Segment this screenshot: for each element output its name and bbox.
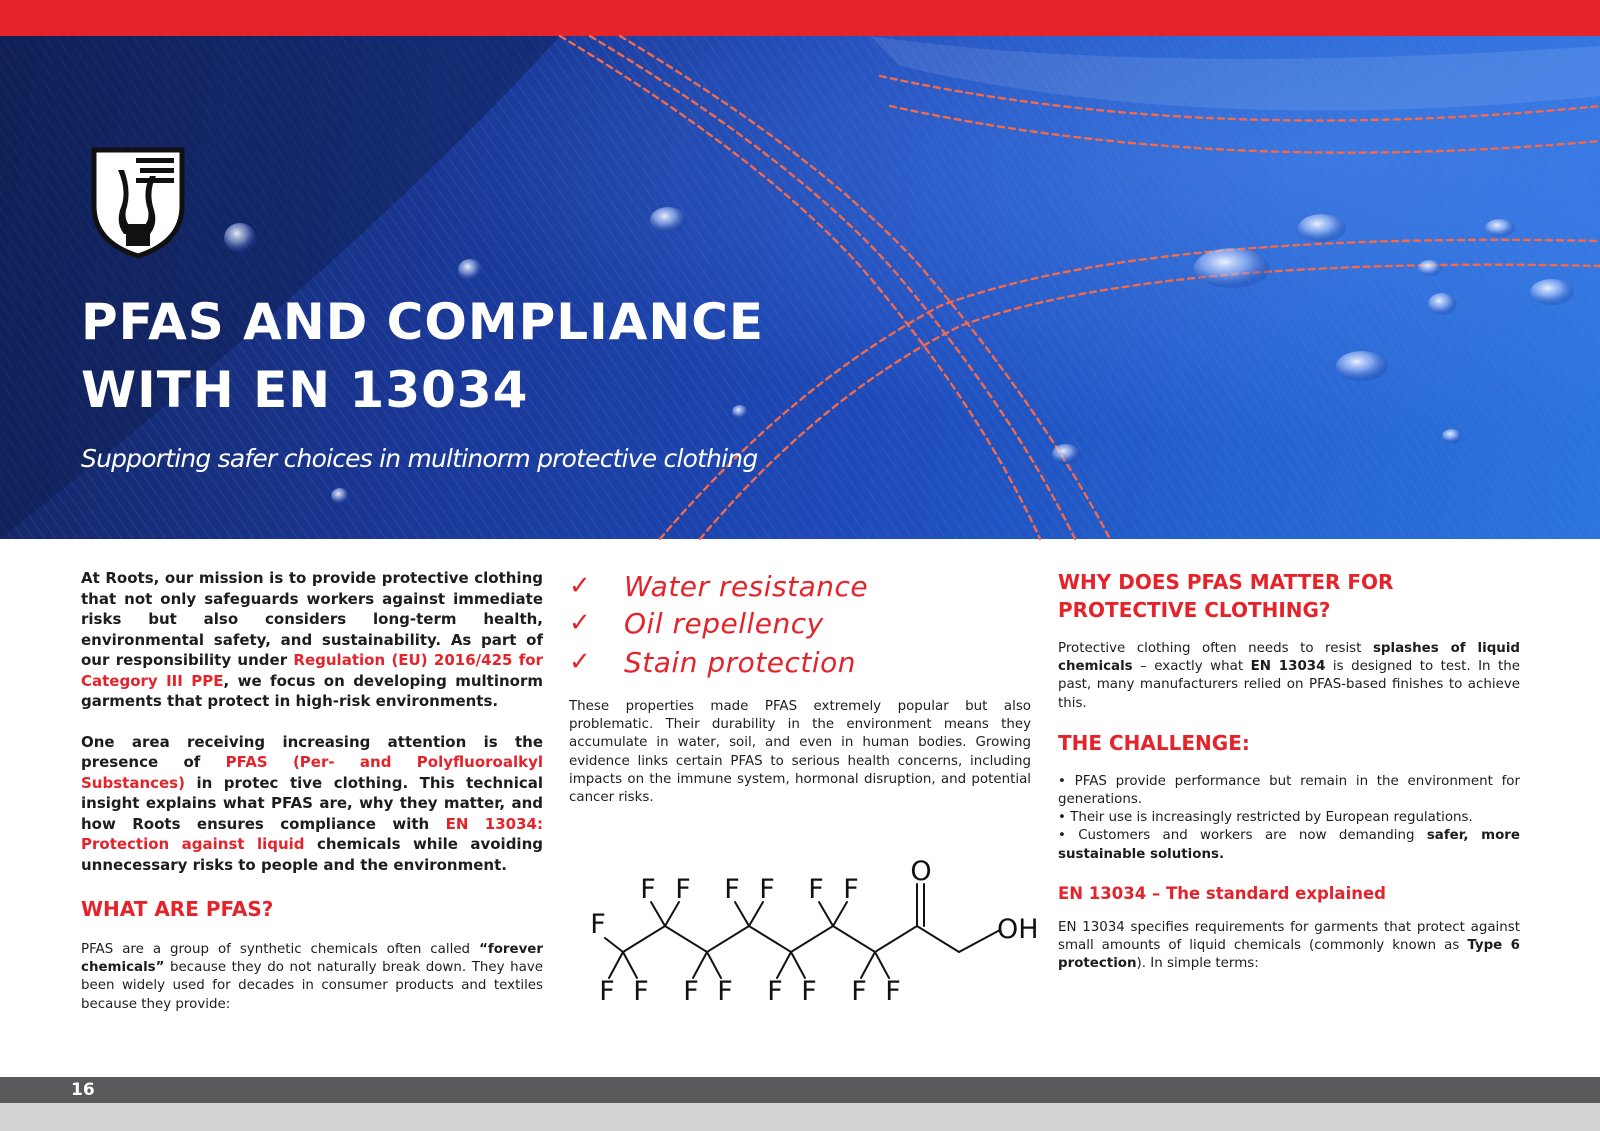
body-text: – exactly what <box>1132 659 1251 675</box>
intro-text: in protec tive clothing. This technical insight explains what PFAS are, why they matter, and how Roots ensures compliance with <box>81 773 543 833</box>
challenge-list <box>1058 773 1520 864</box>
atom-f: F <box>683 976 699 1007</box>
body-text: PFAS are a group of synthetic chemicals often called <box>81 942 480 957</box>
regulation-highlight: Regulation (EU) 2016/425 for Category III PPE <box>81 651 543 690</box>
pfas-problems-body: These properties made PFAS extremely popular but also problematic. Their durability in the environment means they accumulate in water, soil, and even in human bodies. Growing evidence links certain PFAS to serious health concerns, including impacts on the immune system, hormonal disruption, and potential cancer risks. <box>569 699 1031 806</box>
atom-f: F <box>851 976 867 1007</box>
body-text: • Customers and workers are now demanding <box>1058 828 1427 844</box>
body-text: EN 13034 specifies requirements for garments that protect against small amounts of liquid chemicals (commonly known as <box>1058 919 1520 954</box>
pfas-highlight: PFAS (Per- and Polyfluoroalkyl Substances) <box>81 753 543 792</box>
atom-o: O <box>910 856 932 887</box>
standard-highlight: EN 13034: Protection against liquid <box>81 814 543 853</box>
standard-explained-body <box>1058 919 1520 974</box>
property-label: Oil repellency <box>624 606 824 640</box>
atom-f: F <box>633 976 649 1007</box>
check-icon: ✓ <box>569 571 592 601</box>
body-text: is designed to test. In the past, many manufacturers relied on PFAS-based finishes to achieve this. <box>1058 659 1520 711</box>
footer-bar <box>0 1077 1600 1103</box>
atom-f: F <box>590 909 606 940</box>
atom-f: F <box>801 976 817 1007</box>
property-label: Water resistance <box>624 569 869 603</box>
page-title <box>81 288 881 424</box>
intro-text: One area receiving increasing attention is the presence of <box>81 732 543 771</box>
property-label: Stain protection <box>624 645 856 679</box>
page-subtitle: Supporting safer choices in multinorm protective clothing <box>81 444 758 473</box>
section-heading-standard-explained: EN 13034 – The standard explained <box>1058 883 1386 903</box>
hydroxyl-group: OH <box>997 914 1039 945</box>
check-icon: ✓ <box>569 647 592 677</box>
atom-f: F <box>717 976 733 1007</box>
list-item: • Their use is increasingly restricted by European regulations. <box>1058 810 1473 826</box>
list-item <box>569 642 1031 682</box>
atom-f: F <box>599 976 615 1007</box>
page-number: 16 <box>71 1080 95 1100</box>
safer-solutions-term: safer, more sustainable solutions. <box>1058 828 1520 862</box>
right-column <box>1058 568 1520 973</box>
standard-term: EN 13034 <box>1250 659 1326 675</box>
list-item: • PFAS provide performance but remain in the environment for generations. <box>1058 773 1520 808</box>
title-line-2: WITH EN 13034 <box>81 361 529 419</box>
pfoa-molecule-diagram <box>585 830 1039 1007</box>
list-item <box>569 604 1031 642</box>
atom-f: F <box>675 874 691 905</box>
atom-f: F <box>640 874 656 905</box>
intro-paragraph-2 <box>81 732 543 876</box>
check-icon: ✓ <box>569 608 592 638</box>
splashes-term: splashes of liquid chemicals <box>1058 641 1521 675</box>
footer-strip <box>0 1103 1600 1131</box>
intro-paragraph-1 <box>81 568 543 712</box>
atom-f: F <box>808 874 824 905</box>
atom-f: F <box>843 874 859 905</box>
section-heading-what-are-pfas: WHAT ARE PFAS? <box>81 897 274 921</box>
section-heading-why-pfas-matters: WHY DOES PFAS MATTER FOR PROTECTIVE CLOTHING? <box>1058 570 1394 622</box>
type6-term: Type 6 protection <box>1058 938 1521 972</box>
intro-text: , we focus on developing multinorm garments that protect in high-risk environments. <box>81 671 543 710</box>
intro-text: chemicals while avoiding unnecessary risks to people and the environment. <box>81 835 543 874</box>
intro-text: At Roots, our mission is to provide protective clothing that not only safeguards workers against immediate risks but also considers long-term health, environmental safety, and sustainability. As part of our responsibility under <box>81 569 543 669</box>
atom-f: F <box>759 874 775 905</box>
forever-chemicals-term: “forever chemicals” <box>81 942 543 976</box>
pfas-properties-list <box>569 568 1031 682</box>
chemical-protection-shield-icon <box>90 146 186 259</box>
body-text: ). In simple terms: <box>1136 956 1259 972</box>
section-heading-challenge: THE CHALLENGE: <box>1058 730 1250 755</box>
why-pfas-matters-body <box>1058 640 1520 713</box>
list-item <box>1058 827 1520 863</box>
body-text: because they do not naturally break down. They have been widely used for decades in consumer products and textiles because they provide: <box>81 960 543 1012</box>
atom-f: F <box>724 874 740 905</box>
atom-f: F <box>885 976 901 1007</box>
atom-f: F <box>767 976 783 1007</box>
what-are-pfas-body <box>81 941 543 1014</box>
title-line-1: PFAS AND COMPLIANCE <box>81 293 765 351</box>
list-item <box>569 568 1031 604</box>
left-column <box>81 568 543 1014</box>
middle-column <box>569 568 1039 1007</box>
hero-banner <box>0 36 1600 539</box>
body-text: Protective clothing often needs to resist <box>1058 641 1373 656</box>
